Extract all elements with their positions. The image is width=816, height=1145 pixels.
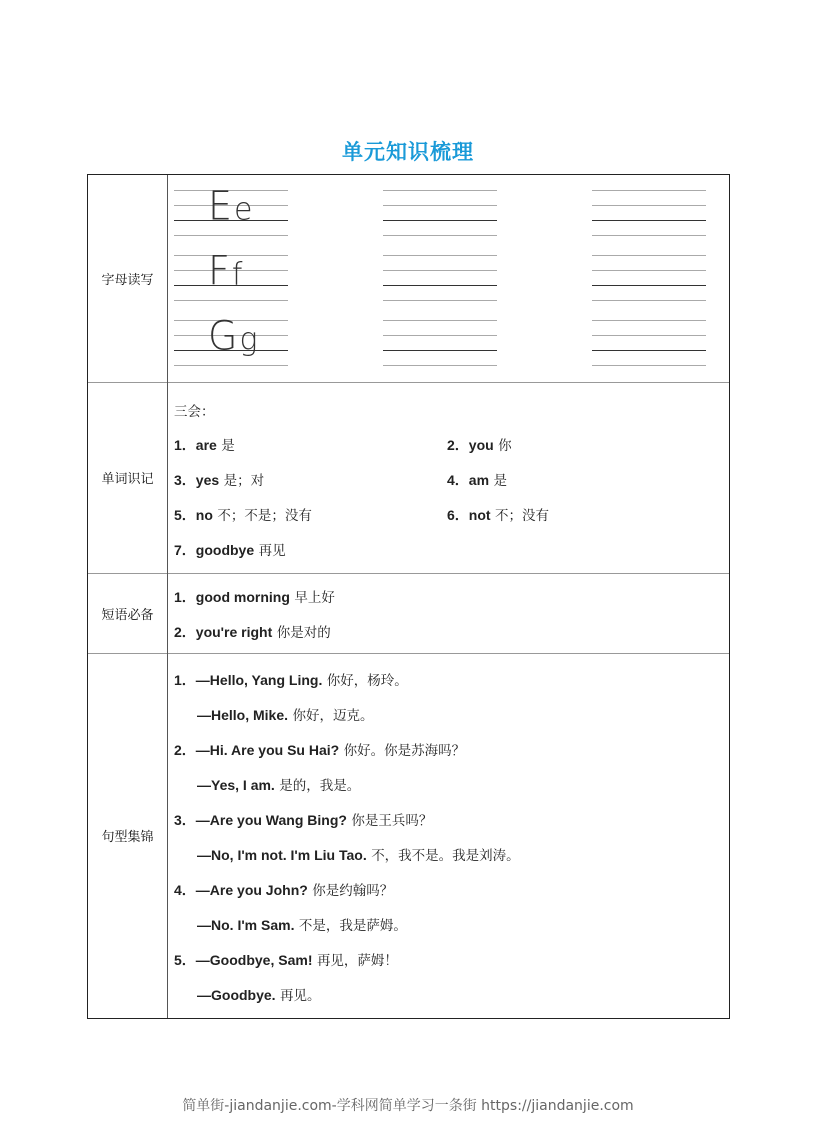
words-cell	[168, 382, 729, 573]
phrases-cell	[168, 573, 729, 653]
writing-guide	[592, 320, 706, 368]
letters-row	[88, 175, 729, 383]
letter-pair: Ff	[208, 247, 245, 294]
page-title: 单元知识梳理	[342, 140, 474, 164]
writing-guide	[592, 255, 706, 303]
sentence-item: 1．—Hello, Yang Ling. 你好，杨玲。	[174, 672, 408, 689]
sentence-item: —Hello, Mike. 你好，迈克。	[197, 707, 374, 724]
writing-guide	[592, 190, 706, 238]
phrase-item: 1．good morning 早上好	[174, 589, 335, 606]
writing-guide	[383, 320, 497, 368]
sentence-item: 2．—Hi. Are you Su Hai? 你好。你是苏海吗？	[174, 742, 466, 759]
sentence-item: —No. I'm Sam. 不是，我是萨姆。	[197, 917, 407, 934]
word-item: 4．am 是	[447, 472, 507, 489]
page-footer: 简单街-jiandanjie.com-学科网简单学习一条街 https://jiandanjie.com	[182, 1098, 634, 1114]
sentence-item: 3．—Are you Wang Bing? 你是王兵吗？	[174, 812, 433, 829]
writing-guide	[383, 190, 497, 238]
phrases-row	[88, 573, 729, 654]
writing-guide	[174, 312, 288, 368]
sentence-item: 5．—Goodbye, Sam! 再见，萨姆！	[174, 952, 398, 969]
words-label: 单词识记	[88, 382, 168, 573]
words-row	[88, 382, 729, 574]
writing-guide	[174, 182, 288, 238]
letters-cell	[168, 175, 729, 382]
letter-pair: Ee	[208, 182, 255, 229]
word-item: 3．yes 是；对	[174, 472, 265, 489]
letters-label: 字母读写	[88, 175, 168, 382]
letter-pair: Gg	[208, 312, 260, 359]
writing-guide	[383, 255, 497, 303]
word-item: 2．you 你	[447, 437, 512, 454]
knowledge-table	[87, 174, 730, 1019]
sentences-label: 句型集锦	[88, 653, 168, 1018]
sentence-item: —No, I'm not. I'm Liu Tao. 不，我不是。我是刘涛。	[197, 847, 520, 864]
sentence-item: —Yes, I am. 是的，我是。	[197, 777, 361, 794]
word-item: 6．not 不；没有	[447, 507, 550, 524]
sentences-cell	[168, 653, 729, 1018]
word-item: 5．no 不；不是；没有	[174, 507, 312, 524]
sentence-item: —Goodbye. 再见。	[197, 987, 321, 1004]
words-intro: 三会：	[174, 404, 215, 420]
writing-guide	[174, 247, 288, 303]
phrases-label: 短语必备	[88, 573, 168, 653]
word-item: 1．are 是	[174, 437, 235, 454]
phrase-item: 2．you're right 你是对的	[174, 624, 331, 641]
word-item: 7．goodbye 再见	[174, 542, 286, 559]
sentence-item: 4．—Are you John? 你是约翰吗？	[174, 882, 394, 899]
sentences-row	[88, 653, 729, 1018]
